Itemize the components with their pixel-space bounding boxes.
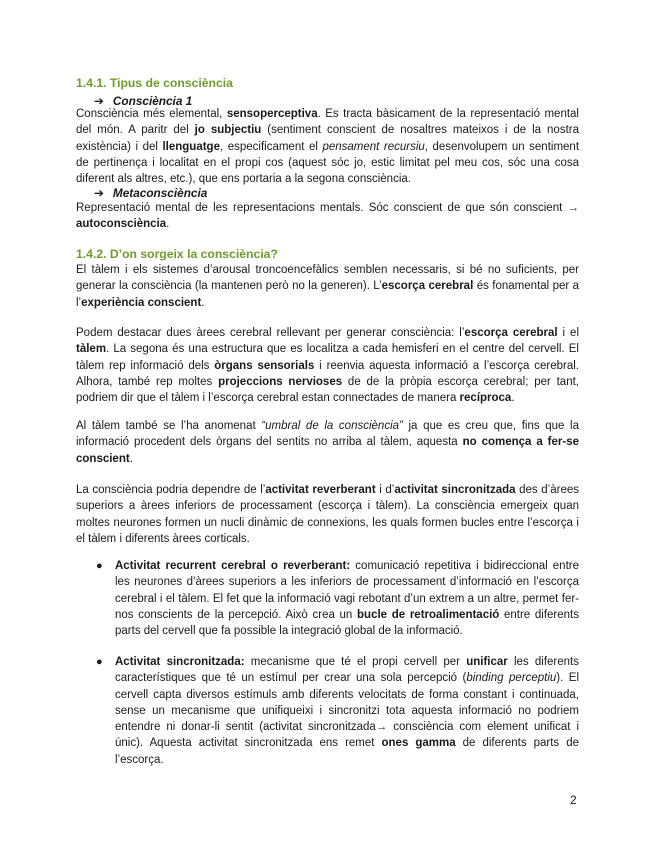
text-run: de de la pròpia escorça cerebral; per tant, podriem dir que el tàlem i l’escorça cerebral estan connectades de manera <box>76 375 579 405</box>
bold-run: Activitat recurrent cerebral o reverberant: <box>115 560 351 572</box>
bold-run: llenguatge <box>162 140 220 153</box>
bold-run: experiència conscient <box>81 296 202 309</box>
bullet-icon: ● <box>96 656 103 668</box>
text-run: . <box>201 296 205 309</box>
text-run: ). El cervell capta diversos estímuls amb diferents velocitats de forma constant i continuada, sense un mecanisme que unifiqueixi i sincronitzi tota aquesta informació no podriem entendre ni donar-li sentit (activitat sincronitzada→ consciència com element unificat i únic). Aquesta activitat sincronitzada ens remet <box>115 672 579 750</box>
text-run: és fonamental per a l’ <box>76 280 579 309</box>
bold-run: Activitat sincronitzada: <box>115 656 245 668</box>
text-run: i el <box>557 327 580 339</box>
text-run: mecanisme que té el propi cervell per <box>244 656 467 668</box>
bold-run: recíproca <box>459 392 512 405</box>
bold-run: ones gamma <box>381 737 456 750</box>
bold-run: tàlem <box>76 343 107 356</box>
text-run: (sentiment conscient de nosaltres mateixos i de la nostra existència) i del <box>76 124 579 153</box>
page-number: 2 <box>570 793 577 807</box>
subheading-label: Metaconsciència <box>112 186 208 200</box>
arrow-icon: ➔ <box>94 186 104 200</box>
bullet-icon: ● <box>96 560 103 572</box>
paragraph-talem-arousal <box>76 262 579 311</box>
bullet-sincronitzada <box>115 654 579 768</box>
text-run: i reenvia aquesta informació a l’escorça cerebral. Alhora, també rep moltes <box>76 359 579 388</box>
text-run: , especificament el <box>219 140 323 153</box>
subheading-label: Consciència 1 <box>112 94 193 108</box>
bold-run: projeccions nervioses <box>218 375 343 388</box>
text-run: . <box>166 218 170 231</box>
text-run: les diferents característiques que té un estímul per crear una sola percepció ( <box>115 656 580 685</box>
text-run: i d’ <box>375 484 395 496</box>
paragraph-consciencia-1 <box>76 106 579 187</box>
text-run: . <box>511 392 515 405</box>
text-run: Consciència més elemental, <box>76 108 227 120</box>
paragraph-arees-cerebrals <box>76 325 579 406</box>
paragraph-metaconsciencia <box>76 200 579 233</box>
bold-run: escorça cerebral <box>464 327 558 339</box>
text-run: La consciència podria dependre de l’ <box>76 484 266 496</box>
bold-run: activitat reverberant <box>265 484 376 496</box>
italic-run: pensament recursiu <box>322 140 425 153</box>
section-heading-tipus: 1.4.1. Tipus de consciència <box>76 76 233 90</box>
text-run: Al tàlem també se l’ha anomenat <box>76 420 262 432</box>
bullet-reverberant <box>115 558 579 639</box>
bold-run: escorça cerebral <box>381 280 474 293</box>
bold-run: òrgans sensorials <box>214 359 315 372</box>
bold-run: activitat sincronitzada <box>394 484 516 496</box>
bold-run: autoconsciència <box>76 218 167 231</box>
section-heading-on-sorgeix: 1.4.2. D’on sorgeix la consciència? <box>76 247 278 261</box>
text-run: Podem destacar dues àrees cerebral rellevant per generar consciència: l’ <box>76 327 465 339</box>
bold-run: sensoperceptiva <box>226 108 318 120</box>
text-run: des d’àrees superiors a àrees inferiors de processament (escorça i tàlem). La consciència emergeix quan moltes neurones formen un nucli dinàmic de connexions, les quals formen bucles entre l’escorça i el tàlem i diferents àrees corticals. <box>76 484 579 545</box>
italic-run: binding perceptiu <box>466 672 557 685</box>
text-run: Representació mental de les representacions mentals. Sóc conscient de que són conscient → <box>76 202 579 214</box>
bold-run: jo subjectiu <box>194 124 262 137</box>
text-run: . La segona és una estructura que es localitza a cada hemisferi en el centre del cervell. El tàlem rep informació dels <box>76 343 579 372</box>
bold-run: bucle de retroalimentació <box>357 608 500 621</box>
italic-run: “umbral de la consciència” <box>261 420 403 432</box>
arrow-icon: ➔ <box>94 94 104 108</box>
subheading-metaconsciencia <box>94 186 207 200</box>
text-run: , desenvolupem un sentiment de pertinença i localitat en el propi cos (aquest sóc jo, estic limitat pel meu cos, sóc una cosa diferent als altres, etc.), que ens portaria a la segona consciència. <box>76 140 580 186</box>
paragraph-umbral <box>76 418 579 467</box>
bold-run: no comença a fer-se conscient <box>76 436 579 465</box>
bold-run: unificar <box>466 656 508 668</box>
text-run: . <box>129 452 133 465</box>
paragraph-activitat <box>76 482 579 547</box>
text-run: . Es tracta bàsicament de la representació mental del món. A paritr del <box>76 108 579 137</box>
text-run: ja que es creu que, fins que la informació procedent dels òrgans del sentits no arriba al tàlem, aquesta <box>76 420 579 449</box>
text-run: entre diferents parts del cervell que fa possible la integració global de la informació. <box>115 608 579 638</box>
text-run: comunicació repetitiva i bidireccional entre les neurones d’àrees superiors a les inferiors de processament d’informació en l’escorça cerebral i el tàlem. El fet que la informació vagi rebotant d’un extrem a un altre, permet fer-nos conscients de la percepció. Això crea un <box>115 560 579 621</box>
text-run: El tàlem i els sistemes d’arousal troncoencefàlics semblen necessaris, si bé no suficients, per generar la consciència (la mantenen però no la generen). L’ <box>76 264 579 293</box>
text-run: de diferents parts de l’escorça. <box>115 737 579 766</box>
